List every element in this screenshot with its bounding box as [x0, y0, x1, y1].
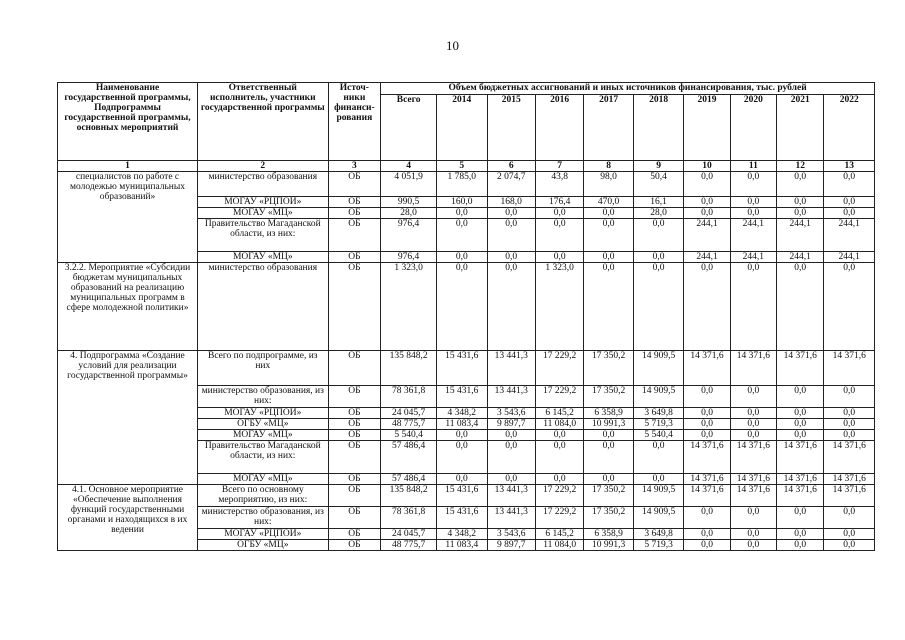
- source-cell: ОБ: [328, 219, 381, 252]
- value-cell: 0,0: [437, 252, 488, 263]
- executor-cell: Всего по основному мероприятию, из них:: [198, 485, 329, 507]
- value-cell: 0,0: [584, 441, 633, 474]
- value-cell: 0,0: [824, 408, 875, 419]
- value-cell: 0,0: [824, 208, 875, 219]
- executor-cell: МОГАУ «МЦ»: [198, 252, 329, 263]
- value-cell: 14 371,6: [730, 485, 776, 507]
- value-cell: 1 323,0: [535, 263, 583, 351]
- table-row: [58, 351, 875, 386]
- table-row: [58, 485, 875, 507]
- header-source: Источ-ники финанси-рования: [328, 83, 381, 161]
- header-column-number: 6: [487, 161, 535, 172]
- value-cell: 48 775,7: [381, 540, 437, 551]
- table-body: [58, 172, 875, 551]
- value-cell: 0,0: [730, 172, 776, 197]
- value-cell: 0,0: [584, 263, 633, 351]
- value-cell: 976,4: [381, 252, 437, 263]
- value-cell: 14 371,6: [824, 351, 875, 386]
- value-cell: 3 543,6: [487, 408, 535, 419]
- value-cell: 14 371,6: [730, 441, 776, 474]
- value-cell: 135 848,2: [381, 351, 437, 386]
- executor-cell: министерство образования: [198, 263, 329, 351]
- value-cell: 3 649,8: [633, 529, 684, 540]
- value-cell: 14 371,6: [684, 351, 730, 386]
- value-cell: 244,1: [730, 219, 776, 252]
- value-cell: 160,0: [437, 197, 488, 208]
- value-cell: 28,0: [633, 208, 684, 219]
- value-cell: 0,0: [584, 219, 633, 252]
- header-year: 2021: [777, 95, 824, 161]
- header-column-number: 8: [584, 161, 633, 172]
- value-cell: 5 719,3: [633, 419, 684, 430]
- value-cell: 0,0: [824, 540, 875, 551]
- value-cell: 50,4: [633, 172, 684, 197]
- executor-cell: министерство образования: [198, 172, 329, 197]
- value-cell: 13 441,3: [487, 485, 535, 507]
- header-numbers-row: [58, 161, 875, 172]
- value-cell: 0,0: [684, 529, 730, 540]
- value-cell: 990,5: [381, 197, 437, 208]
- value-cell: 0,0: [777, 408, 824, 419]
- value-cell: 6 358,9: [584, 408, 633, 419]
- value-cell: 135 848,2: [381, 485, 437, 507]
- header-year: 2015: [487, 95, 535, 161]
- source-cell: ОБ: [328, 386, 381, 408]
- value-cell: 14 909,5: [633, 386, 684, 408]
- value-cell: 15 431,6: [437, 507, 488, 529]
- table-header: [58, 83, 875, 172]
- executor-cell: МОГАУ «МЦ»: [198, 430, 329, 441]
- value-cell: 0,0: [487, 219, 535, 252]
- value-cell: 0,0: [535, 474, 583, 485]
- value-cell: 14 371,6: [684, 485, 730, 507]
- value-cell: 5 540,4: [381, 430, 437, 441]
- source-cell: ОБ: [328, 172, 381, 197]
- program-name-cell: специалистов по работе с молодежью муниципальных образований»: [58, 172, 198, 263]
- value-cell: 15 431,6: [437, 485, 488, 507]
- header-column-number: 4: [381, 161, 437, 172]
- value-cell: 11 084,0: [535, 419, 583, 430]
- value-cell: 0,0: [584, 208, 633, 219]
- value-cell: 0,0: [684, 408, 730, 419]
- header-year: 2016: [535, 95, 583, 161]
- executor-cell: министерство образования, из них:: [198, 507, 329, 529]
- value-cell: 0,0: [487, 208, 535, 219]
- header-year: Всего: [381, 95, 437, 161]
- header-column-number: 10: [684, 161, 730, 172]
- header-column-number: 11: [730, 161, 776, 172]
- program-name-cell: 3.2.2. Мероприятие «Субсидии бюджетам муниципальных образований на реализацию муниципальных программ в сфере молодежной политики»: [58, 263, 198, 351]
- value-cell: 0,0: [684, 419, 730, 430]
- executor-cell: министерство образования, из них:: [198, 386, 329, 408]
- header-year: 2017: [584, 95, 633, 161]
- value-cell: 0,0: [824, 529, 875, 540]
- value-cell: 0,0: [777, 540, 824, 551]
- value-cell: 13 441,3: [487, 351, 535, 386]
- executor-cell: МОГАУ «МЦ»: [198, 474, 329, 485]
- value-cell: 0,0: [487, 263, 535, 351]
- value-cell: 14 909,5: [633, 507, 684, 529]
- value-cell: 28,0: [381, 208, 437, 219]
- value-cell: 17 350,2: [584, 485, 633, 507]
- value-cell: 0,0: [437, 441, 488, 474]
- value-cell: 0,0: [824, 419, 875, 430]
- value-cell: 0,0: [633, 263, 684, 351]
- value-cell: 0,0: [730, 430, 776, 441]
- value-cell: 0,0: [684, 263, 730, 351]
- value-cell: 244,1: [684, 219, 730, 252]
- value-cell: 0,0: [684, 208, 730, 219]
- value-cell: 0,0: [777, 430, 824, 441]
- executor-cell: Правительство Магаданской области, из них:: [198, 219, 329, 252]
- value-cell: 0,0: [684, 386, 730, 408]
- source-cell: ОБ: [328, 540, 381, 551]
- value-cell: 14 371,6: [777, 351, 824, 386]
- value-cell: 0,0: [487, 441, 535, 474]
- source-cell: ОБ: [328, 263, 381, 351]
- value-cell: 0,0: [633, 441, 684, 474]
- value-cell: 2 074,7: [487, 172, 535, 197]
- value-cell: 0,0: [777, 172, 824, 197]
- value-cell: 0,0: [824, 507, 875, 529]
- value-cell: 17 350,2: [584, 351, 633, 386]
- value-cell: 14 371,6: [777, 474, 824, 485]
- header-year: 2014: [437, 95, 488, 161]
- value-cell: 0,0: [730, 540, 776, 551]
- executor-cell: МОГАУ «РЦПОИ»: [198, 408, 329, 419]
- header-executor: Ответственный исполнитель, участники государственной программы: [198, 83, 329, 161]
- value-cell: 0,0: [730, 507, 776, 529]
- value-cell: 0,0: [437, 263, 488, 351]
- value-cell: 0,0: [777, 263, 824, 351]
- value-cell: 0,0: [777, 529, 824, 540]
- value-cell: 11 083,4: [437, 419, 488, 430]
- value-cell: 3 543,6: [487, 529, 535, 540]
- value-cell: 0,0: [535, 208, 583, 219]
- value-cell: 0,0: [633, 219, 684, 252]
- value-cell: 4 348,2: [437, 529, 488, 540]
- source-cell: ОБ: [328, 529, 381, 540]
- value-cell: 0,0: [684, 507, 730, 529]
- value-cell: 0,0: [437, 219, 488, 252]
- source-cell: ОБ: [328, 485, 381, 507]
- value-cell: 14 909,5: [633, 351, 684, 386]
- value-cell: 0,0: [777, 208, 824, 219]
- source-cell: ОБ: [328, 408, 381, 419]
- executor-cell: ОГБУ «МЦ»: [198, 419, 329, 430]
- source-cell: ОБ: [328, 197, 381, 208]
- value-cell: 9 897,7: [487, 540, 535, 551]
- header-year: 2020: [730, 95, 776, 161]
- value-cell: 0,0: [535, 441, 583, 474]
- value-cell: 14 371,6: [824, 474, 875, 485]
- value-cell: 0,0: [633, 474, 684, 485]
- value-cell: 976,4: [381, 219, 437, 252]
- value-cell: 0,0: [824, 430, 875, 441]
- value-cell: 3 649,8: [633, 408, 684, 419]
- value-cell: 244,1: [777, 219, 824, 252]
- value-cell: 0,0: [824, 172, 875, 197]
- value-cell: 244,1: [824, 219, 875, 252]
- value-cell: 5 540,4: [633, 430, 684, 441]
- table-row: [58, 263, 875, 351]
- value-cell: 0,0: [730, 408, 776, 419]
- value-cell: 0,0: [584, 474, 633, 485]
- source-cell: ОБ: [328, 252, 381, 263]
- value-cell: 17 229,2: [535, 386, 583, 408]
- value-cell: 0,0: [824, 386, 875, 408]
- header-column-number: 9: [633, 161, 684, 172]
- source-cell: ОБ: [328, 430, 381, 441]
- value-cell: 17 350,2: [584, 507, 633, 529]
- value-cell: 57 486,4: [381, 441, 437, 474]
- value-cell: 0,0: [487, 474, 535, 485]
- header-column-number: 3: [328, 161, 381, 172]
- value-cell: 0,0: [777, 386, 824, 408]
- header-volume: Объем бюджетных ассигнований и иных источников финансирования, тыс. рублей: [381, 83, 875, 95]
- header-column-number: 1: [58, 161, 198, 172]
- value-cell: 6 145,2: [535, 408, 583, 419]
- value-cell: 14 371,6: [777, 485, 824, 507]
- value-cell: 470,0: [584, 197, 633, 208]
- header-year: 2018: [633, 95, 684, 161]
- program-name-cell: 4.1. Основное мероприятие «Обеспечение выполнения функций государственными органами и находящихся в их ведении: [58, 485, 198, 551]
- table-row: [58, 172, 875, 197]
- value-cell: 11 084,0: [535, 540, 583, 551]
- value-cell: 48 775,7: [381, 419, 437, 430]
- value-cell: 17 350,2: [584, 386, 633, 408]
- source-cell: ОБ: [328, 474, 381, 485]
- value-cell: 9 897,7: [487, 419, 535, 430]
- executor-cell: Правительство Магаданской области, из них:: [198, 441, 329, 474]
- value-cell: 11 083,4: [437, 540, 488, 551]
- value-cell: 244,1: [824, 252, 875, 263]
- value-cell: 14 371,6: [777, 441, 824, 474]
- value-cell: 10 991,3: [584, 419, 633, 430]
- value-cell: 0,0: [730, 419, 776, 430]
- value-cell: 0,0: [730, 386, 776, 408]
- source-cell: ОБ: [328, 419, 381, 430]
- value-cell: 43,8: [535, 172, 583, 197]
- value-cell: 244,1: [730, 252, 776, 263]
- source-cell: ОБ: [328, 208, 381, 219]
- value-cell: 0,0: [684, 172, 730, 197]
- header-year: 2022: [824, 95, 875, 161]
- value-cell: 14 371,6: [684, 474, 730, 485]
- header-column-number: 13: [824, 161, 875, 172]
- value-cell: 0,0: [730, 197, 776, 208]
- value-cell: 13 441,3: [487, 507, 535, 529]
- source-cell: ОБ: [328, 351, 381, 386]
- value-cell: 0,0: [437, 430, 488, 441]
- value-cell: 5 719,3: [633, 540, 684, 551]
- value-cell: 0,0: [535, 219, 583, 252]
- value-cell: 0,0: [487, 252, 535, 263]
- value-cell: 24 045,7: [381, 408, 437, 419]
- value-cell: 17 229,2: [535, 507, 583, 529]
- source-cell: ОБ: [328, 507, 381, 529]
- value-cell: 0,0: [535, 252, 583, 263]
- header-column-number: 7: [535, 161, 583, 172]
- value-cell: 17 229,2: [535, 485, 583, 507]
- value-cell: 176,4: [535, 197, 583, 208]
- value-cell: 14 371,6: [730, 351, 776, 386]
- value-cell: 1 323,0: [381, 263, 437, 351]
- executor-cell: МОГАУ «РЦПОИ»: [198, 529, 329, 540]
- value-cell: 0,0: [777, 419, 824, 430]
- value-cell: 14 371,6: [684, 441, 730, 474]
- value-cell: 98,0: [584, 172, 633, 197]
- value-cell: 15 431,6: [437, 386, 488, 408]
- header-name: Наименование государственной программы, Подпрограммы государственной программы, основных мероприятий: [58, 83, 198, 161]
- header-column-number: 5: [437, 161, 488, 172]
- value-cell: 17 229,2: [535, 351, 583, 386]
- value-cell: 15 431,6: [437, 351, 488, 386]
- executor-cell: Всего по подпрограмме, из них: [198, 351, 329, 386]
- value-cell: 244,1: [777, 252, 824, 263]
- value-cell: 0,0: [633, 252, 684, 263]
- value-cell: 0,0: [730, 208, 776, 219]
- page-number: 10: [446, 38, 459, 53]
- header-year: 2019: [684, 95, 730, 161]
- value-cell: 0,0: [777, 507, 824, 529]
- value-cell: 0,0: [437, 474, 488, 485]
- source-cell: ОБ: [328, 441, 381, 474]
- budget-table: [57, 82, 875, 551]
- value-cell: 0,0: [584, 430, 633, 441]
- value-cell: 78 361,8: [381, 386, 437, 408]
- value-cell: 14 371,6: [824, 485, 875, 507]
- value-cell: 168,0: [487, 197, 535, 208]
- value-cell: 0,0: [824, 197, 875, 208]
- value-cell: 16,1: [633, 197, 684, 208]
- executor-cell: МОГАУ «РЦПОИ»: [198, 197, 329, 208]
- value-cell: 0,0: [437, 208, 488, 219]
- value-cell: 0,0: [730, 529, 776, 540]
- value-cell: 10 991,3: [584, 540, 633, 551]
- value-cell: 4 348,2: [437, 408, 488, 419]
- value-cell: 0,0: [584, 252, 633, 263]
- executor-cell: МОГАУ «МЦ»: [198, 208, 329, 219]
- header-column-number: 2: [198, 161, 329, 172]
- value-cell: 0,0: [684, 430, 730, 441]
- value-cell: 6 358,9: [584, 529, 633, 540]
- value-cell: 0,0: [487, 430, 535, 441]
- value-cell: 0,0: [684, 197, 730, 208]
- value-cell: 78 361,8: [381, 507, 437, 529]
- header-column-number: 12: [777, 161, 824, 172]
- value-cell: 57 486,4: [381, 474, 437, 485]
- value-cell: 1 785,0: [437, 172, 488, 197]
- value-cell: 0,0: [824, 263, 875, 351]
- program-name-cell: 4. Подпрограмма «Создание условий для реализации государственной программы»: [58, 351, 198, 485]
- value-cell: 0,0: [684, 540, 730, 551]
- value-cell: 6 145,2: [535, 529, 583, 540]
- value-cell: 0,0: [535, 430, 583, 441]
- value-cell: 0,0: [777, 197, 824, 208]
- value-cell: 24 045,7: [381, 529, 437, 540]
- value-cell: 14 371,6: [730, 474, 776, 485]
- value-cell: 4 051,9: [381, 172, 437, 197]
- value-cell: 244,1: [684, 252, 730, 263]
- executor-cell: ОГБУ «МЦ»: [198, 540, 329, 551]
- value-cell: 14 371,6: [824, 441, 875, 474]
- value-cell: 14 909,5: [633, 485, 684, 507]
- value-cell: 0,0: [730, 263, 776, 351]
- value-cell: 13 441,3: [487, 386, 535, 408]
